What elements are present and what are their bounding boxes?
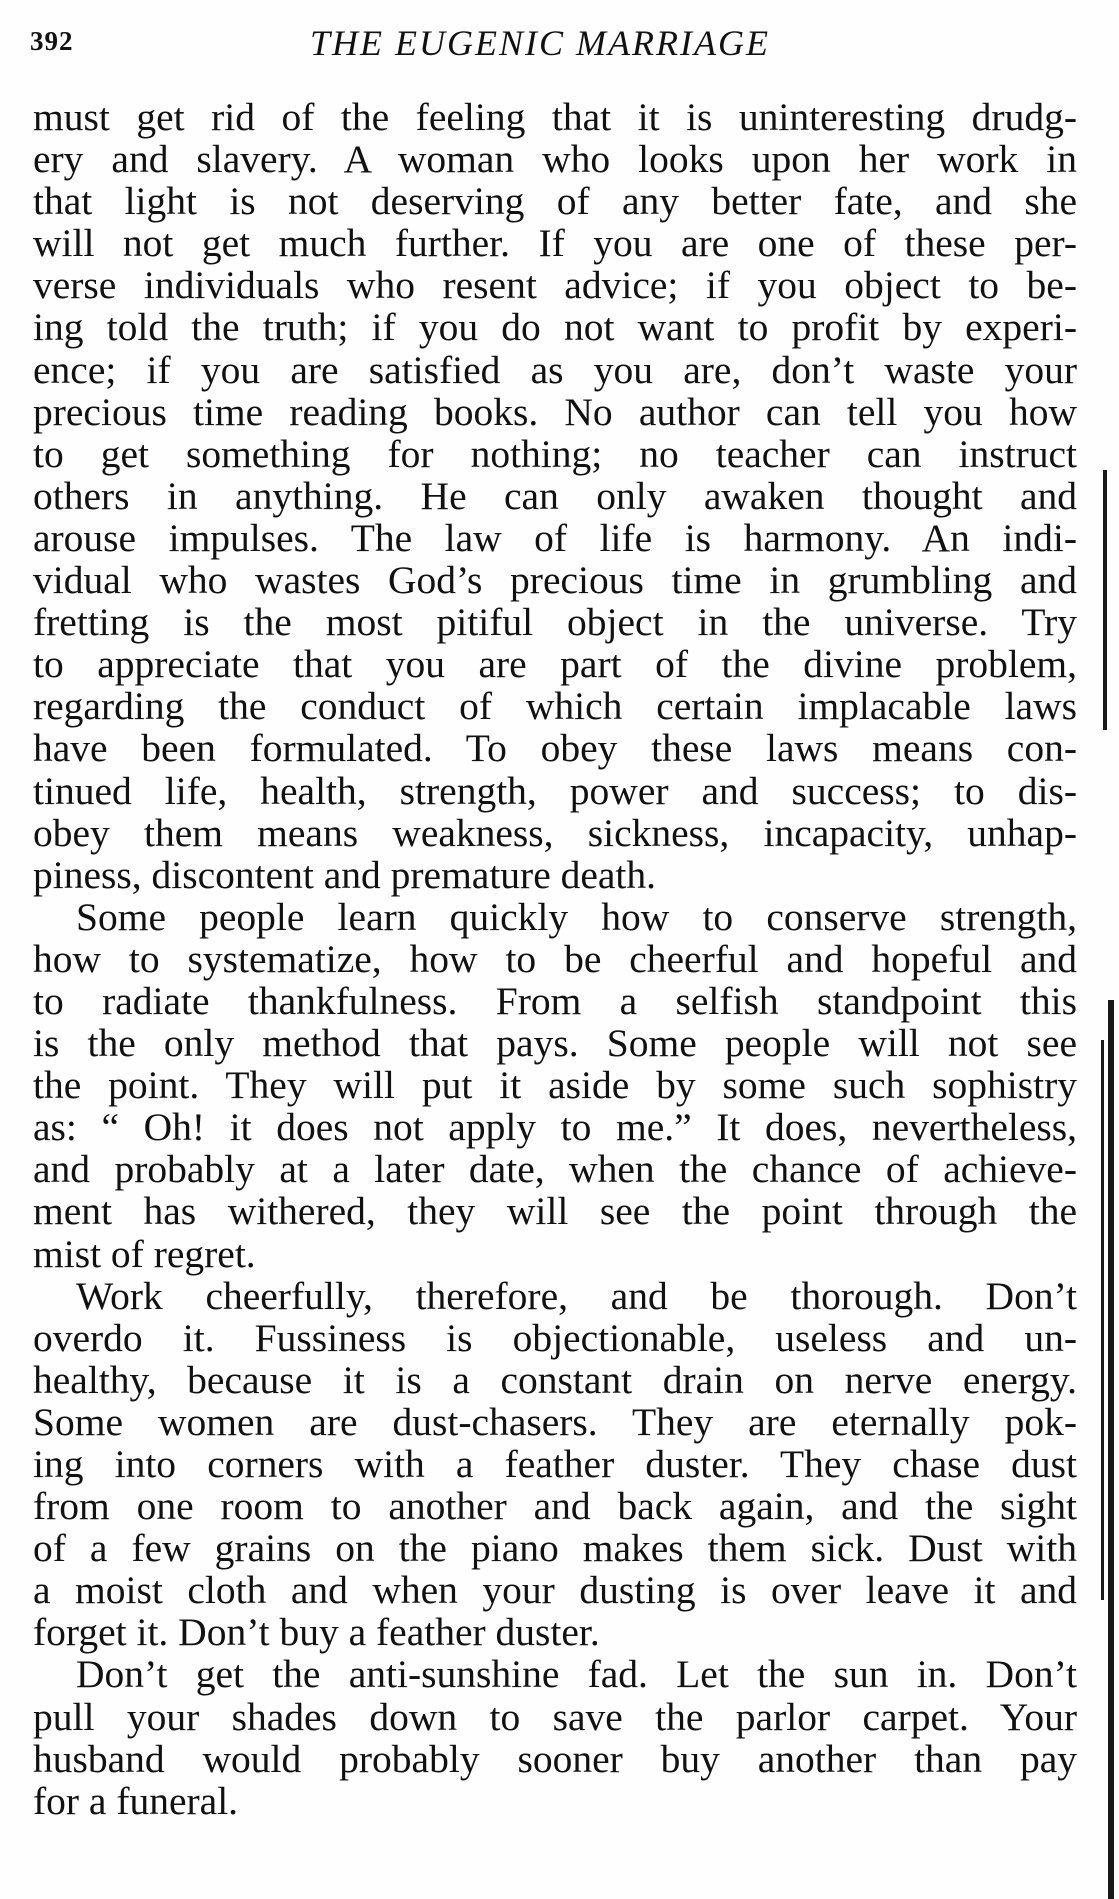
text-line: regarding the conduct of which certain implacable laws bbox=[33, 684, 1077, 729]
binding-edge-mark bbox=[1108, 1000, 1114, 1899]
text-line: will not get much further. If you are one of these per- bbox=[33, 221, 1077, 266]
paragraph bbox=[33, 96, 1077, 896]
text-line: ery and slavery. A woman who looks upon her work in bbox=[33, 137, 1077, 182]
text-line: to appreciate that you are part of the divine problem, bbox=[33, 642, 1077, 687]
text-line: must get rid of the feeling that it is uninteresting drudg- bbox=[33, 95, 1077, 139]
text-line: ence; if you are satisfied as you are, don’t waste your bbox=[33, 347, 1077, 392]
running-head: THE EUGENIC MARRIAGE bbox=[310, 23, 770, 63]
text-line: overdo it. Fussiness is objectionable, useless and un- bbox=[33, 1315, 1077, 1360]
paragraph bbox=[33, 1275, 1077, 1654]
text-line: to get something for nothing; no teacher can instruct bbox=[33, 431, 1077, 476]
paragraph bbox=[33, 896, 1077, 1275]
page-number: 392 bbox=[30, 26, 74, 56]
text-line: Don’t get the anti-sunshine fad. Let the sun in. Don’t bbox=[76, 1652, 1077, 1697]
text-line: ing told the truth; if you do not want to profit by experi- bbox=[33, 305, 1077, 350]
text-line: piness, discontent and premature death. bbox=[33, 852, 657, 897]
text-line: for a funeral. bbox=[33, 1778, 239, 1823]
text-line: to radiate thankfulness. From a selfish standpoint this bbox=[33, 978, 1077, 1023]
text-line: Some people learn quickly how to conserve strength, bbox=[76, 894, 1077, 939]
text-line: as: “ Oh! it does not apply to me.” It does, nevertheless, bbox=[33, 1105, 1077, 1150]
text-line: the point. They will put it aside by some such sophistry bbox=[33, 1063, 1077, 1108]
body-text bbox=[33, 96, 1077, 1822]
text-line: and probably at a later date, when the chance of achieve- bbox=[33, 1147, 1077, 1192]
text-line: Work cheerfully, therefore, and be thorough. Don’t bbox=[76, 1273, 1077, 1318]
text-line: that light is not deserving of any better fate, and she bbox=[33, 179, 1077, 224]
page-header bbox=[30, 22, 1070, 62]
text-line: verse individuals who resent advice; if you object to be- bbox=[33, 263, 1077, 308]
text-line: of a few grains on the piano makes them sick. Dust with bbox=[33, 1526, 1077, 1571]
text-line: pull your shades down to save the parlor carpet. Your bbox=[33, 1694, 1077, 1739]
text-line: others in anything. He can only awaken thought and bbox=[33, 473, 1077, 518]
text-line: a moist cloth and when your dusting is over leave it and bbox=[33, 1568, 1077, 1613]
text-line: Some women are dust-chasers. They are eternally pok- bbox=[33, 1399, 1077, 1444]
text-line: how to systematize, how to be cheerful and hopeful and bbox=[33, 936, 1077, 981]
paragraph bbox=[33, 1653, 1077, 1821]
text-line: ing into corners with a feather duster. They chase dust bbox=[33, 1442, 1077, 1486]
text-line: healthy, because it is a constant drain on nerve energy. bbox=[33, 1357, 1077, 1402]
binding-edge-mark bbox=[1101, 1040, 1104, 1600]
text-line: vidual who wastes God’s precious time in grumbling and bbox=[33, 558, 1077, 603]
text-line: have been formulated. To obey these laws means con- bbox=[33, 726, 1077, 771]
text-line: precious time reading books. No author can tell you how bbox=[33, 389, 1077, 434]
text-line: arouse impulses. The law of life is harmony. An indi- bbox=[33, 515, 1077, 560]
text-line: ment has withered, they will see the point through the bbox=[33, 1189, 1077, 1234]
text-line: fretting is the most pitiful object in the universe. Try bbox=[33, 600, 1077, 645]
text-line: is the only method that pays. Some people will not see bbox=[33, 1021, 1077, 1066]
text-line: obey them means weakness, sickness, incapacity, unhap- bbox=[33, 810, 1077, 855]
text-line: from one room to another and back again, and the sight bbox=[33, 1484, 1077, 1529]
text-line: husband would probably sooner buy another than pay bbox=[33, 1736, 1077, 1781]
binding-edge-mark bbox=[1103, 470, 1107, 730]
text-line: mist of regret. bbox=[33, 1231, 256, 1276]
text-line: forget it. Don’t buy a feather duster. bbox=[33, 1610, 600, 1655]
text-line: tinued life, health, strength, power and success; to dis- bbox=[33, 768, 1077, 813]
